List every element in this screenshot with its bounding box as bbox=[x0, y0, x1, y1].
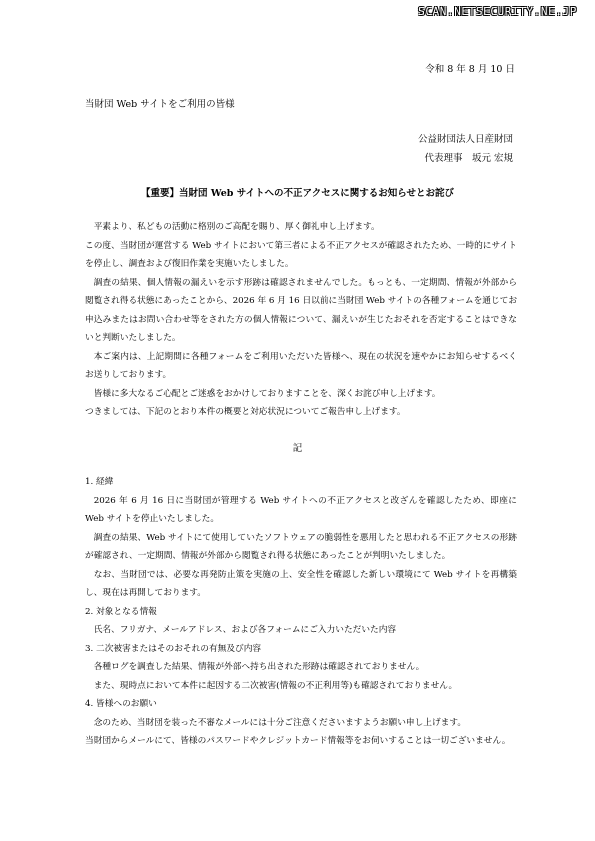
watermark: SCAN.NETSECURITY.NE.JP bbox=[418, 5, 577, 18]
intro-paragraph-1: 平素より、私どもの活動に格別のご高配を賜り、厚く御礼申し上げます。 bbox=[93, 222, 380, 232]
section-1-paragraph-2: 調査の結果、Web サイトにて使用していたソフトウェアの脆弱性を悪用したと思われる不正アクセスの形跡が確認され、一定期間、情報が外部から閲覧され得る状態にあったことが判明いたしました。 bbox=[85, 532, 517, 561]
document-title: 【重要】当財団 Web サイトへの不正アクセスに関するお知らせとお詫び bbox=[141, 188, 454, 199]
section-2-heading: 2. 対象となる情報 bbox=[85, 606, 157, 617]
section-3-heading: 3. 二次被害またはそのおそれの有無及び内容 bbox=[85, 643, 262, 654]
sender-representative: 代表理事 坂元 宏規 bbox=[424, 153, 513, 164]
sender-organization: 公益財団法人日産財団 bbox=[417, 134, 513, 145]
addressee: 当財団 Web サイトをご利用の皆様 bbox=[85, 99, 235, 110]
intro-paragraph-6: つきましては、下記のとおり本件の概要と対応状況についてご報告申し上げます。 bbox=[85, 407, 406, 417]
section-4-paragraph-1: 念のため、当財団を装った不審なメールには十分ご注意くださいますようお願い申し上げます。 bbox=[93, 717, 467, 728]
section-2-paragraph-1: 氏名、フリガナ、メールアドレス、および各フォームにご入力いただいた内容 bbox=[93, 625, 397, 635]
intro-paragraph-2: この度、当財団が運営する Web サイトにおいて第三者による不正アクセスが確認されたため、一時的にサイトを停止し、調査および復旧作業を実施いたしました。 bbox=[85, 240, 517, 269]
section-3-paragraph-2: また、現時点において本件に起因する二次被害(情報の不正利用等)も確認されておりません。 bbox=[93, 680, 458, 691]
section-4-heading: 4. 皆様へのお願い bbox=[85, 699, 157, 709]
section-1-paragraph-3: なお、当財団では、必要な再発防止策を実施の上、安全性を確認した新しい環境にて Web サイトを再構築し、現在は再開しております。 bbox=[85, 569, 517, 598]
section-3-paragraph-1: 各種ログを調査した結果、情報が外部へ持ち出された形跡は確認されておりません。 bbox=[93, 662, 425, 672]
date: 令和 8 年 8 月 10 日 bbox=[425, 64, 515, 75]
ki-marker: 記 bbox=[292, 443, 303, 454]
intro-section bbox=[85, 218, 517, 422]
intro-paragraph-5: 皆様に多大なるご心配とご迷惑をおかけしておりますことを、深くお詫び申し上げます。 bbox=[93, 388, 441, 399]
section-4-paragraph-2: 当財団からメールにて、皆様のパスワードやクレジットカード情報等をお伺いすることは一切ございません。 bbox=[85, 736, 511, 746]
intro-paragraph-4: 本ご案内は、上記期間に各種フォームをご利用いただいた皆様へ、現在の状況を速やかにお知らせするべくお送りしております。 bbox=[85, 351, 517, 380]
section-1-heading: 1. 経緯 bbox=[85, 477, 114, 487]
sender-block bbox=[418, 130, 513, 168]
details-section bbox=[85, 473, 517, 751]
section-1-paragraph-1: 2026 年 6 月 16 日に当財団が管理する Web サイトへの不正アクセスと改ざんを確認したため、即座に Web サイトを停止いたしました。 bbox=[85, 495, 517, 524]
intro-paragraph-3: 調査の結果、個人情報の漏えいを示す形跡は確認されませんでした。もっとも、一定期間、情報が外部から閲覧され得る状態にあったことから、2026 年 6 月 16 日以前に当財団 Web サイトの各種フォームを通じてお申込みまたはお問い合わせ等をされた方の個人情報について、漏えいが生じたおそれを否定することはできないと判断いたしました。 bbox=[85, 277, 518, 343]
